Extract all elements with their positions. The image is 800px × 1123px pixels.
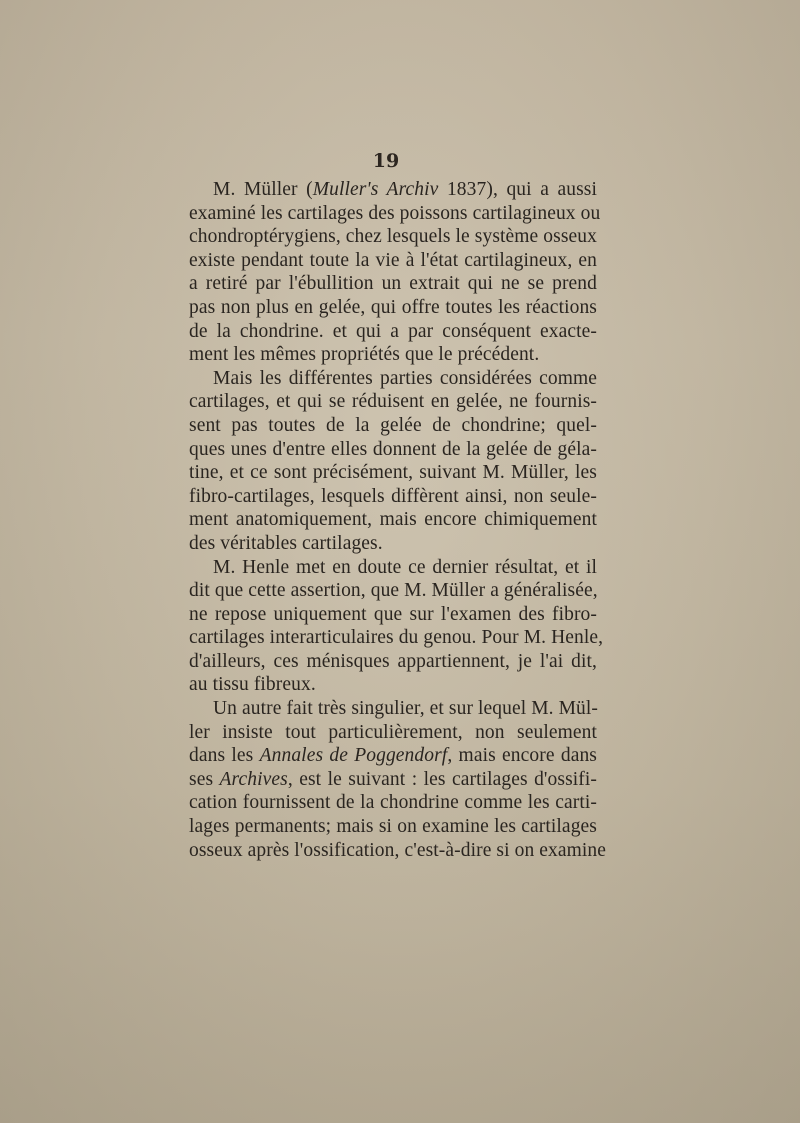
text-line	[189, 579, 597, 603]
text-line-content: ment anatomiquement, mais encore chimiquement	[189, 509, 597, 531]
text-line	[189, 815, 597, 839]
text-line-content: ler insiste tout particulièrement, non seulement	[189, 721, 597, 743]
text-line-content: de la chondrine. et qui a par conséquent exacte-	[189, 320, 597, 342]
text-line-content: cation fournissent de la chondrine comme les carti-	[189, 792, 597, 814]
text-line	[189, 485, 597, 509]
text-line-content: d'ailleurs, ces ménisques appartiennent, je l'ai dit,	[189, 650, 597, 672]
text-line-content: tine, et ce sont précisément, suivant M. Müller, les	[189, 462, 597, 484]
text-line	[189, 390, 597, 414]
text-line	[189, 673, 597, 697]
text-line	[189, 438, 597, 462]
text-line-content: dans les Annales de Poggendorf, mais encore dans	[189, 745, 597, 767]
text-line	[189, 272, 597, 296]
text-line-content: ne repose uniquement que sur l'examen des fibro-	[189, 603, 597, 625]
text-line-content: Un autre fait très singulier, et sur lequel M. Mül-	[213, 698, 599, 720]
text-line-content: chondroptérygiens, chez lesquels le système osseux	[189, 226, 597, 248]
text-line-content: M. Henle met en doute ce dernier résultat, et il	[213, 556, 597, 578]
text-line	[189, 721, 597, 745]
text-line-content: sent pas toutes de la gelée de chondrine; quel-	[189, 414, 597, 436]
text-line	[189, 697, 597, 721]
text-line-content: ses Archives, est le suivant : les cartilages d'ossifi-	[189, 768, 598, 790]
text-line-content: des véritables cartilages.	[189, 532, 383, 554]
text-line-content: M. Müller (Muller's Archiv 1837), qui a aussi	[213, 179, 597, 200]
text-line	[189, 367, 597, 391]
text-line	[189, 626, 604, 650]
text-line-content: ques unes d'entre elles donnent de la gelée de géla-	[189, 438, 597, 460]
text-line-content: dit que cette assertion, que M. Müller a généralisée,	[189, 580, 598, 602]
text-line	[189, 249, 597, 273]
text-line-content: fibro-cartilages, lesquels diffèrent ainsi, non seule-	[189, 485, 597, 507]
text-line-content: lages permanents; mais si on examine les cartilages	[189, 816, 597, 838]
text-line	[189, 839, 607, 863]
text-line	[189, 768, 597, 792]
text-line	[189, 414, 597, 438]
text-line-content: a retiré par l'ébullition un extrait qui ne se prend	[189, 273, 597, 295]
text-line	[189, 650, 597, 674]
text-line-content: cartilages, et qui se réduisent en gelée, ne fournis-	[189, 391, 597, 413]
text-line-content: pas non plus en gelée, qui offre toutes les réactions	[189, 296, 597, 318]
text-line	[189, 461, 597, 485]
text-line	[189, 603, 597, 627]
text-line	[189, 508, 597, 532]
text-line	[189, 225, 597, 249]
text-line	[189, 202, 601, 226]
text-line	[189, 178, 597, 202]
text-line-content: Mais les différentes parties considérées comme	[213, 367, 597, 389]
text-line	[189, 556, 597, 580]
text-line	[189, 791, 597, 815]
text-line-content: osseux après l'ossification, c'est-à-dire si on examine	[189, 839, 607, 861]
text-line-content: cartilages interarticulaires du genou. Pour M. Henle,	[189, 627, 604, 649]
text-line	[189, 343, 597, 367]
text-line-content: ment les mêmes propriétés que le précédent.	[189, 344, 540, 366]
text-line	[189, 296, 597, 320]
page-number: 19	[372, 150, 400, 172]
text-line	[189, 532, 597, 556]
text-line-content: examiné les cartilages des poissons cartilagineux ou	[189, 202, 601, 224]
text-line	[189, 320, 597, 344]
text-line-content: existe pendant toute la vie à l'état cartilagineux, en	[189, 249, 597, 271]
body-text	[189, 178, 607, 862]
text-line-content: au tissu fibreux.	[189, 674, 316, 696]
text-line	[189, 744, 597, 768]
